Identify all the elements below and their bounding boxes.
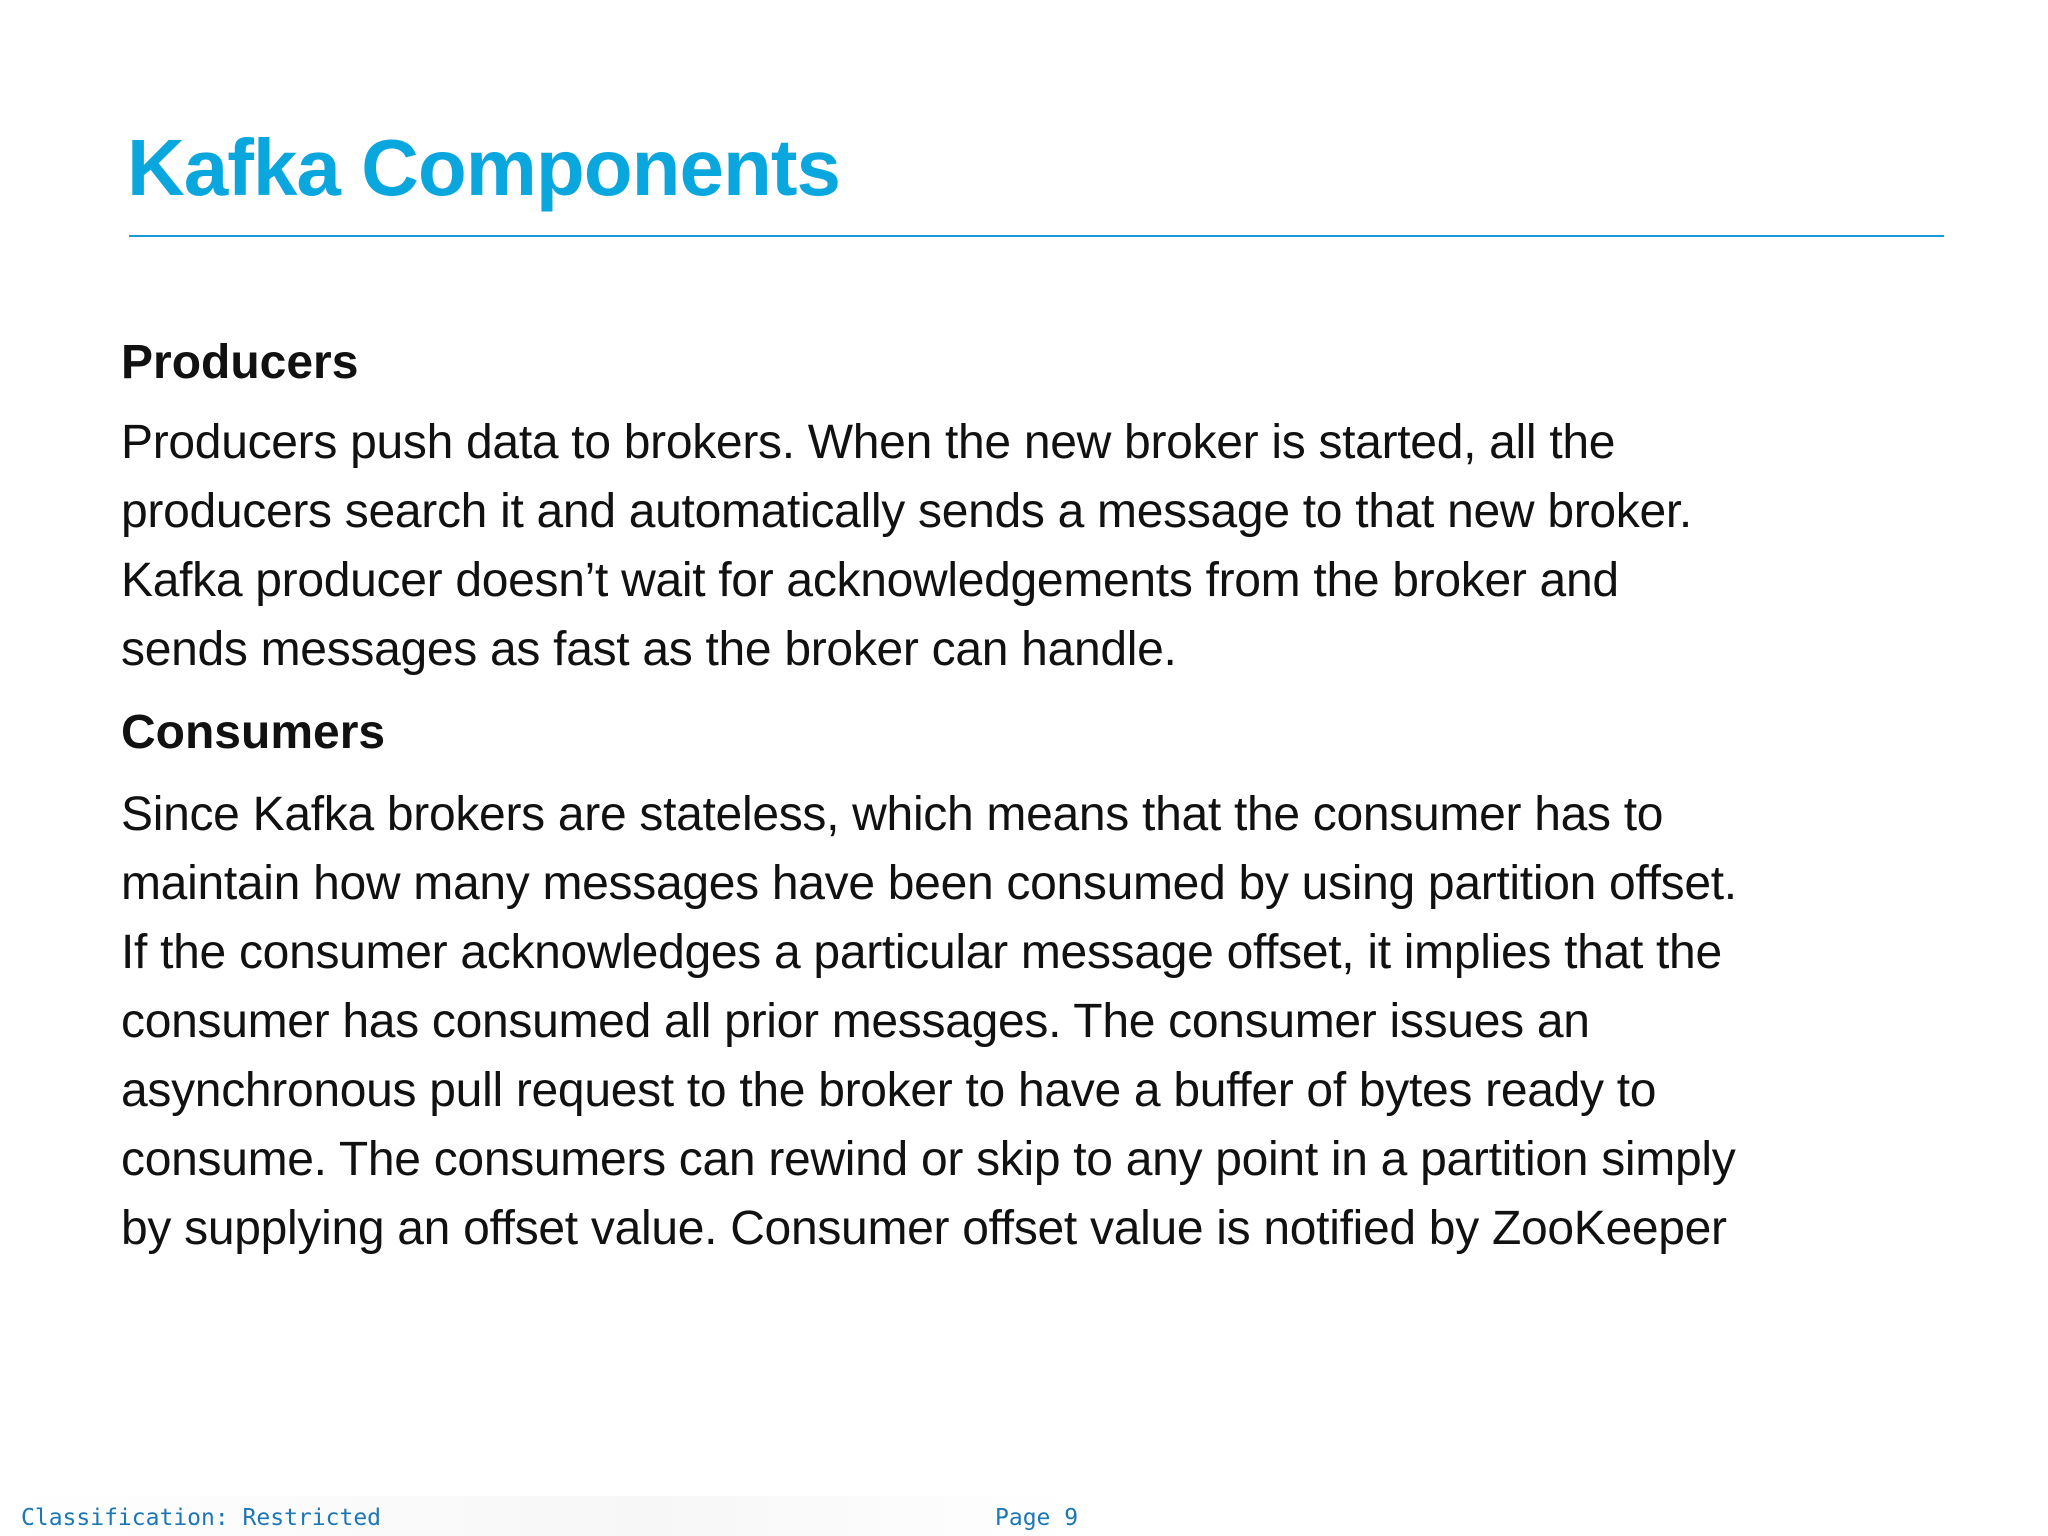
- paragraph-line: consumer has consumed all prior messages. The consumer issues an: [121, 995, 1590, 1048]
- paragraph-line: producers search it and automatically sends a message to that new broker.: [121, 485, 1692, 538]
- paragraph-line: Since Kafka brokers are stateless, which means that the consumer has to: [121, 788, 1664, 841]
- paragraph-line: consume. The consumers can rewind or skip to any point in a partition simply: [121, 1133, 1736, 1186]
- paragraph-line: asynchronous pull request to the broker to have a buffer of bytes ready to: [121, 1064, 1657, 1117]
- paragraph-line: Kafka producer doesn’t wait for acknowledgements from the broker and: [121, 554, 1619, 607]
- slide-body: [121, 328, 1961, 1263]
- paragraph-line: If the consumer acknowledges a particular message offset, it implies that the: [121, 926, 1722, 979]
- section-heading-producers: Producers: [121, 336, 359, 389]
- paragraph-line: maintain how many messages have been consumed by using partition offset.: [121, 857, 1737, 910]
- footer-classification: Classification: Restricted: [21, 1505, 382, 1531]
- section-heading-consumers: Consumers: [121, 706, 386, 759]
- producers-paragraph: [121, 408, 1961, 684]
- paragraph-line: sends messages as fast as the broker can handle.: [121, 623, 1177, 676]
- title-divider: [129, 235, 1944, 237]
- section-consumers: [121, 698, 1961, 1263]
- paragraph-line: Producers push data to brokers. When the new broker is started, all the: [121, 416, 1616, 469]
- footer-page-number: Page 9: [995, 1505, 1079, 1531]
- slide-title: Kafka Components: [127, 123, 840, 212]
- consumers-paragraph: [121, 780, 1961, 1263]
- section-producers: [121, 328, 1961, 684]
- paragraph-line: by supplying an offset value. Consumer offset value is notified by ZooKeeper: [121, 1202, 1727, 1255]
